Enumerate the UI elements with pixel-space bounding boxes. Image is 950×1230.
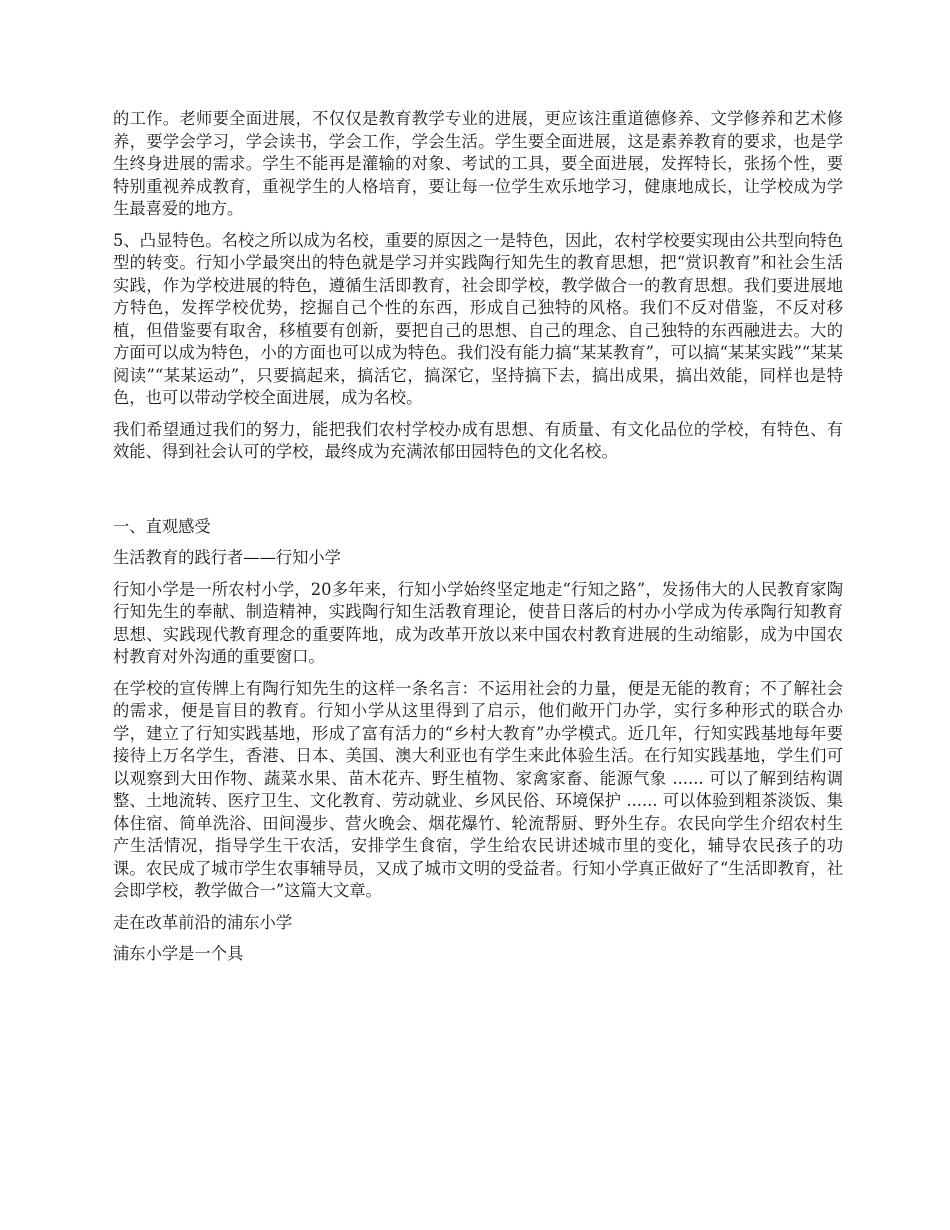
paragraph-teacher-development: 的工作。老师要全面进展，不仅仅是教育教学专业的进展，更应该注重道德修养、文学修养和艺术修养，要学会学习，学会读书，学会工作，学会生活。学生要全面进展，这是素养教育的要求，也是学生终身进展的需求。学生不能再是灌输的对象、考试的工具，要全面进展，发挥特长，张扬个性，要特别重视养成教育，重视学生的人格培育，要让每一位学生欢乐地学习，健康地成长，让学校成为学生最喜爱的地方。 xyxy=(113,109,843,218)
document-page xyxy=(113,108,843,975)
section-spacer xyxy=(113,473,843,516)
paragraph-xingzhi-intro: 行知小学是一所农村小学，20多年来，行知小学始终坚定地走“行知之路”，发扬伟大的人民教育家陶行知先生的奉献、制造精神，实践陶行知生活教育理论，使昔日落后的村办小学成为传承陶行知教育思想、实践现代教育理念的重要阵地，成为改革开放以来中国农村教育进展的生动缩影，成为中国农村教育对外沟通的重要窗口。 xyxy=(113,579,843,666)
paragraph-pudong-intro: 浦东小学是一个具 xyxy=(113,944,244,963)
section-heading: 一、直观感受 xyxy=(113,516,211,536)
subheading-xingzhi-school: 生活教育的践行者——行知小学 xyxy=(113,548,341,567)
subheading-pudong-school: 走在改革前沿的浦东小学 xyxy=(113,912,293,932)
paragraph-xingzhi-practice: 在学校的宣传牌上有陶行知先生的这样一条名言：不运用社会的力量，便是无能的教育；不了解社会的需求，便是盲目的教育。行知小学从这里得到了启示，他们敞开门办学，实行多种形式的联合办学，建立了行知实践基地，形成了富有活力的“乡村大教育”办学模式。近几年，行知实践基地每年要接待上万名学生，香港、日本、美国、澳大利亚也有学生来此体验生活。在行知实践基地，学生们可以观察到大田作物、蔬菜水果、苗木花卉、野生植物、家禽家畜、能源气象 ...... 可以了解到结构调整、土地流转、医疗卫生、文化教育、劳动就业、乡风民俗、环境保护 ...... 可以体验到粗茶淡饭、集体住宿、简单洗浴、田间漫步、营火晚会、烟花爆竹、轮流帮厨、野外生存。农民向学生介绍农村生产生活情况，指导学生干农活，安排学生食宿，学生给农民讲述城市里的变化，辅导农民孩子的功课。农民成了城市学生农事辅导员，又成了城市文明的受益者。行知小学真正做好了“生活即教育，社会即学校，教学做合一”这篇大文章。 xyxy=(113,678,843,900)
paragraph-highlight-features: 5、凸显特色。名校之所以成为名校，重要的原因之一是特色，因此，农村学校要实现由公共型向特色型的转变。行知小学最突出的特色就是学习并实践陶行知先生的教育思想，把“赏识教育”和社会生活实践，作为学校进展的特色，遵循生活即教育，社会即学校，教学做合一的教育思想。我们要进展地方特色，发挥学校优势，挖掘自己个性的东西，形成自己独特的风格。我们不反对借鉴，不反对移植，但借鉴要有取舍，移植要有创新，要把自己的思想、自己的理念、自己独特的东西融进去。大的方面可以成为特色，小的方面也可以成为特色。我们没有能力搞“某某教育”，可以搞“某某实践”“某某阅读”“某某运动”，只要搞起来，搞活它，搞深它，坚持搞下去，搞出成果，搞出效能，同样也是特色，也可以带动学校全面进展，成为名校。 xyxy=(113,230,843,407)
paragraph-hope: 我们希望通过我们的努力，能把我们农村学校办成有思想、有质量、有文化品位的学校，有特色、有效能、得到社会认可的学校，最终成为充满浓郁田园特色的文化名校。 xyxy=(113,419,843,461)
